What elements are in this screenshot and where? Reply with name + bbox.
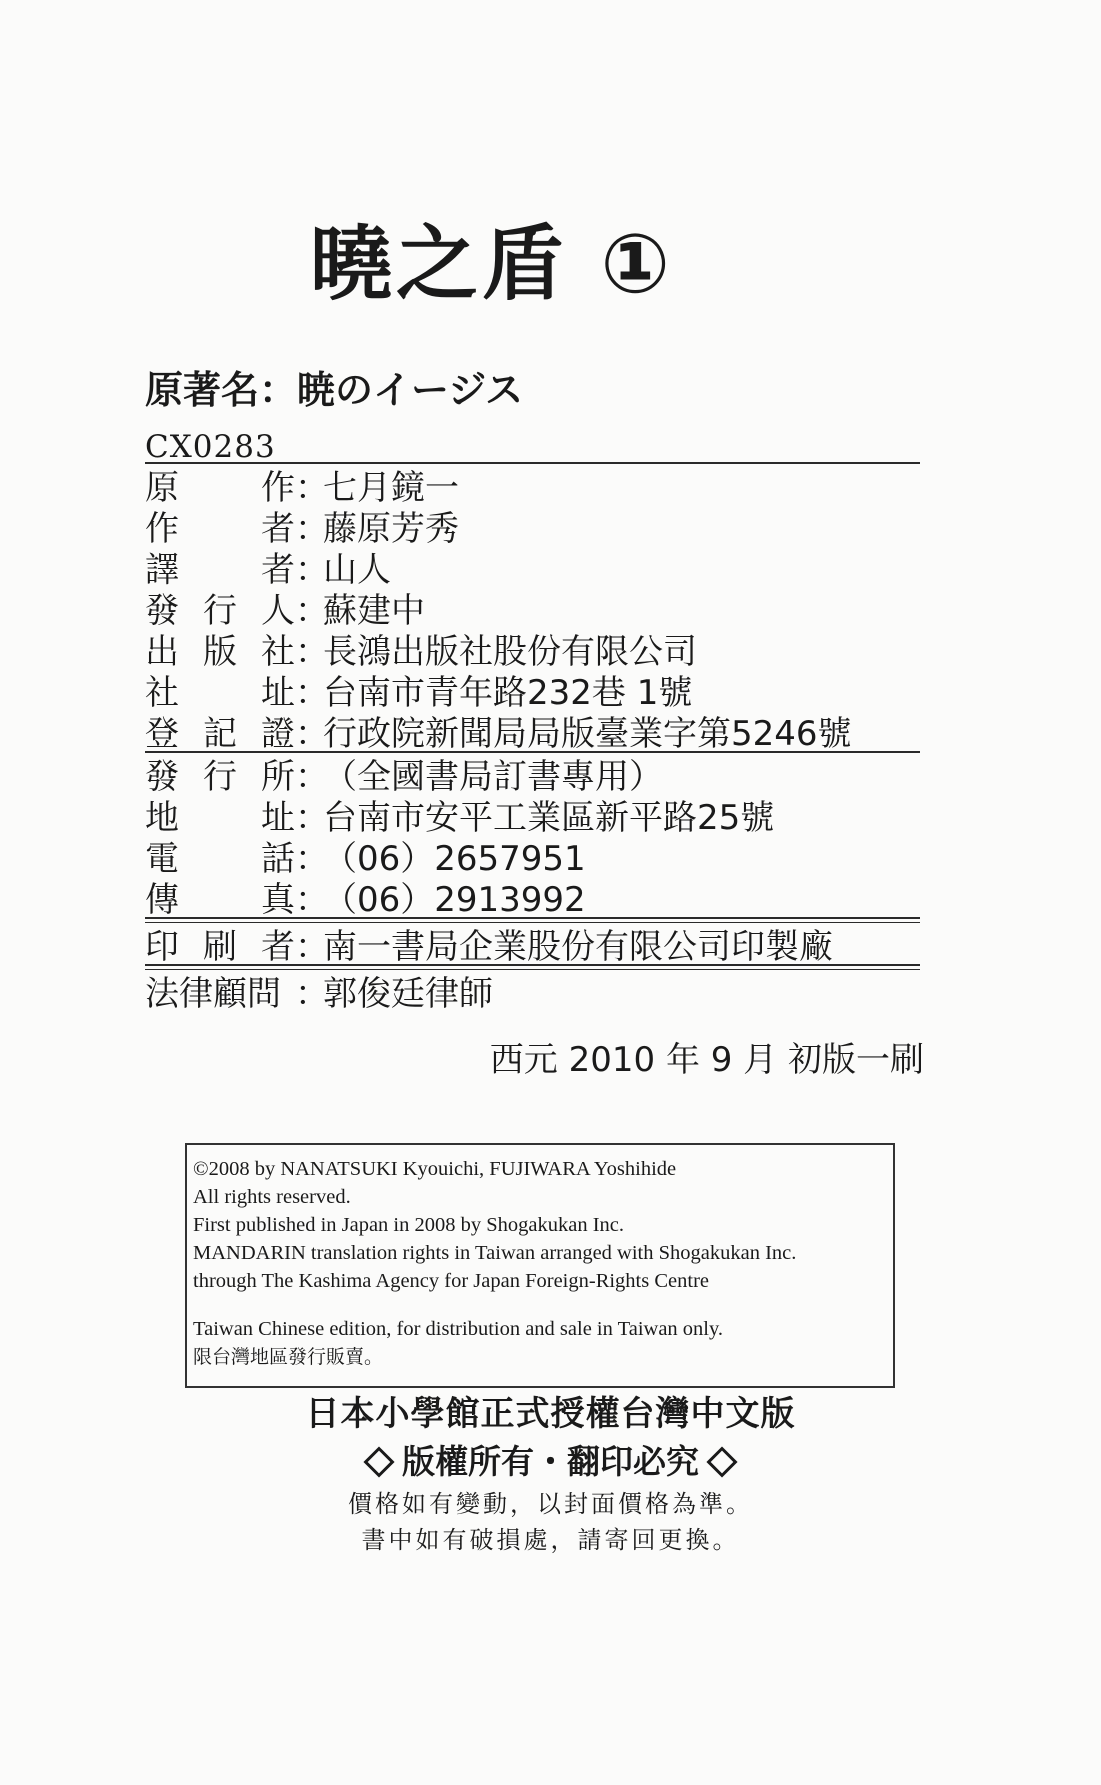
credit-colon: ：	[295, 714, 329, 751]
credit-colon: ：	[295, 509, 329, 546]
credit-row	[145, 669, 920, 710]
footer-notices	[0, 1390, 1101, 1558]
credit-label-char: 傳	[145, 880, 179, 917]
copyright-box	[185, 1143, 895, 1388]
credit-row	[145, 710, 920, 751]
credit-colon: ：	[295, 798, 329, 835]
credit-label-char: 行	[203, 757, 237, 794]
credit-value: 長鴻出版社股份有限公司	[323, 632, 697, 669]
credit-label-char: 人	[261, 591, 295, 628]
credit-label	[145, 546, 295, 587]
copyright-line: MANDARIN translation rights in Taiwan arranged with Shogakukan Inc.	[193, 1242, 797, 1264]
copyright-line: First published in Japan in 2008 by Shogakukan Inc.	[193, 1214, 625, 1236]
credit-colon: ：	[295, 468, 329, 505]
credits-table	[145, 462, 920, 1011]
credit-label	[145, 464, 295, 505]
credit-value: 郭俊廷律師	[323, 974, 493, 1011]
credit-label	[145, 794, 295, 835]
damage-note: 書中如有破損處，請寄回更換。	[361, 1526, 740, 1554]
credit-label	[145, 710, 295, 751]
credit-label-char: 記	[203, 714, 237, 751]
credit-row	[145, 794, 920, 835]
credit-colon: ：	[295, 673, 329, 710]
credit-label-char: 真	[261, 880, 295, 917]
credit-label-char: 話	[261, 839, 295, 876]
credit-value: 南一書局企業股份有限公司印製廠	[323, 927, 833, 964]
credit-value: （全國書局訂書專用）	[323, 757, 663, 794]
credit-label-char: 者	[261, 509, 295, 546]
credit-value: （06）2913992	[323, 880, 586, 917]
credit-colon: ：	[295, 839, 329, 876]
credit-label	[145, 923, 295, 964]
credit-label-char: 地	[145, 798, 179, 835]
credit-label-char: 印	[145, 927, 179, 964]
credit-label-char: 證	[261, 714, 295, 751]
credit-colon: ：	[295, 974, 329, 1011]
credits-group-printer	[145, 923, 920, 964]
credit-colon: ：	[295, 757, 329, 794]
credit-row	[145, 546, 920, 587]
credit-value: 藤原芳秀	[323, 509, 459, 546]
copyright-lines	[193, 1155, 887, 1295]
credit-label-char: 行	[203, 591, 237, 628]
credit-label-char: 所	[261, 757, 295, 794]
copyright-line: through The Kashima Agency for Japan Foreign-Rights Centre	[193, 1270, 710, 1292]
credit-row	[145, 970, 920, 1011]
credit-label-char: 發	[145, 591, 179, 628]
credit-label	[145, 876, 295, 917]
credit-value: （06）2657951	[323, 839, 586, 876]
credit-label-char: 版	[203, 632, 237, 669]
authorization-notice: 日本小學館正式授權台灣中文版	[305, 1394, 796, 1434]
catalog-code: CX0283	[145, 429, 276, 465]
credit-label-char: 刷	[203, 927, 237, 964]
credit-label-char: 出	[145, 632, 179, 669]
price-note: 價格如有變動，以封面價格為準。	[348, 1490, 753, 1518]
edition-line: Taiwan Chinese edition, for distribution and sale in Taiwan only.	[193, 1318, 724, 1340]
credit-label-char: 者	[261, 927, 295, 964]
credit-colon: ：	[295, 632, 329, 669]
credit-label	[145, 753, 295, 794]
credit-value: 行政院新聞局局版臺業字第5246號	[323, 714, 852, 751]
credit-label-char: 譯	[145, 550, 179, 587]
book-title: 曉之盾 ①	[310, 217, 674, 312]
credit-value: 山人	[323, 550, 391, 587]
credit-label-char: 電	[145, 839, 179, 876]
credit-label-char: 作	[145, 509, 179, 546]
credit-value: 台南市青年路232巷 1號	[323, 673, 693, 710]
credit-label-char: 社	[145, 673, 179, 710]
credit-colon: ：	[295, 550, 329, 587]
credit-label-char: 作	[261, 468, 295, 505]
credit-value: 蘇建中	[323, 591, 425, 628]
credit-row	[145, 835, 920, 876]
credit-row	[145, 464, 920, 505]
credit-row	[145, 505, 920, 546]
credit-label	[145, 835, 295, 876]
rights-text: 版權所有・翻印必究	[402, 1442, 699, 1481]
credit-label	[145, 628, 295, 669]
credits-group-distributor	[145, 753, 920, 917]
diamond-left-icon	[363, 1446, 394, 1477]
credit-label-char: 址	[261, 673, 295, 710]
credit-label-char: 原	[145, 468, 179, 505]
credit-colon: ：	[295, 591, 329, 628]
credit-row	[145, 628, 920, 669]
copyright-line: All rights reserved.	[193, 1186, 351, 1208]
credit-label-char: 社	[261, 632, 295, 669]
credit-row	[145, 923, 920, 964]
credit-row	[145, 876, 920, 917]
credit-label-char: 登	[145, 714, 179, 751]
credit-label-char: 址	[261, 798, 295, 835]
credit-label	[145, 970, 295, 1011]
credit-value: 七月鏡一	[323, 468, 459, 505]
copyright-line: ©2008 by NANATSUKI Kyouichi, FUJIWARA Yoshihide	[193, 1158, 677, 1180]
credit-row	[145, 753, 920, 794]
publication-date: 西元 2010 年 9 月 初版一刷	[489, 1040, 924, 1080]
credit-row	[145, 587, 920, 628]
credit-colon: ：	[295, 880, 329, 917]
original-title: 原著名：暁のイージス	[145, 368, 524, 412]
credit-label-char: 法律顧問	[145, 974, 281, 1011]
credit-label-char: 者	[261, 550, 295, 587]
credits-group-publisher	[145, 464, 920, 751]
distribution-zh-line: 限台灣地區發行販賣。	[193, 1346, 384, 1368]
credit-value: 台南市安平工業區新平路25號	[323, 798, 775, 835]
credit-label	[145, 587, 295, 628]
credit-label	[145, 505, 295, 546]
credit-label	[145, 669, 295, 710]
credits-group-legal	[145, 970, 920, 1011]
credit-colon: ：	[295, 927, 329, 964]
credit-label-char: 發	[145, 757, 179, 794]
rights-notice	[0, 1438, 1101, 1486]
diamond-right-icon	[706, 1446, 737, 1477]
